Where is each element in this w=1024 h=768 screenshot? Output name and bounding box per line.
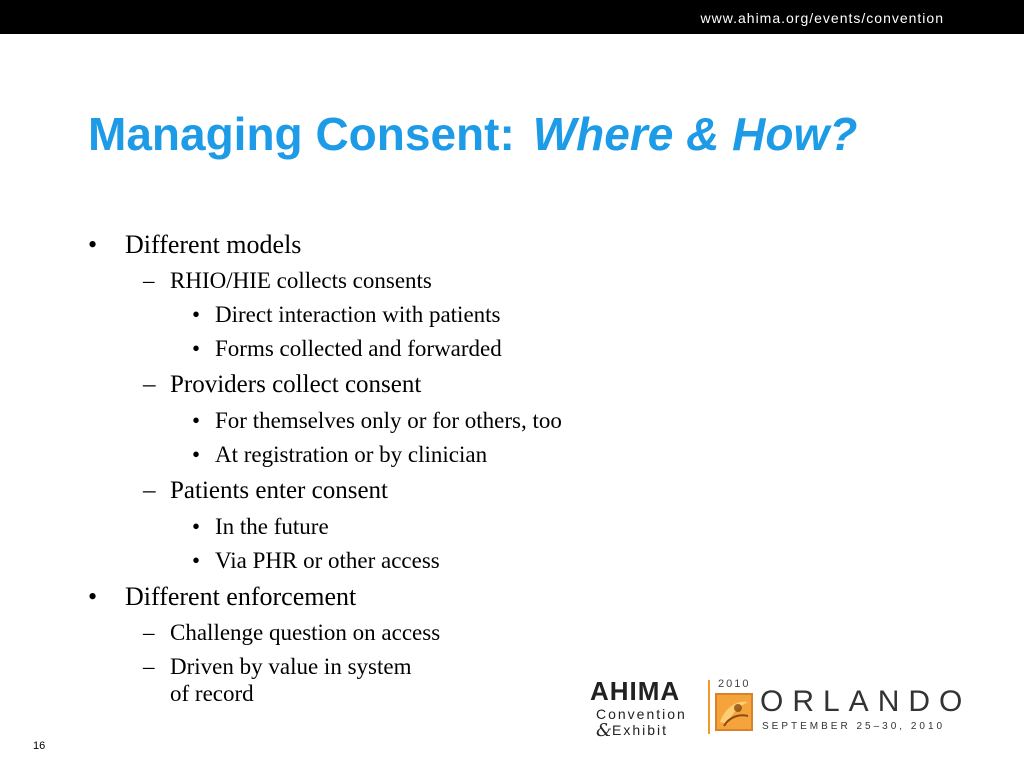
list-item-text: Via PHR or other access xyxy=(215,548,440,573)
list-item xyxy=(143,619,440,647)
dash-marker: – xyxy=(143,371,156,398)
list-item xyxy=(143,371,421,399)
logo-city: ORLANDO xyxy=(760,685,972,718)
dash-marker: – xyxy=(143,620,155,645)
list-item-text: Providers collect consent xyxy=(170,371,422,398)
bullet-marker: • xyxy=(88,582,98,611)
list-item-text: Direct interaction with patients xyxy=(215,302,501,327)
logo-convention-text: Convention xyxy=(596,706,687,722)
list-item-text: Driven by value in system xyxy=(170,654,412,679)
logo-exhibit-text: Exhibit xyxy=(612,722,669,738)
bullet-marker: • xyxy=(192,302,201,327)
dash-marker: – xyxy=(143,477,156,504)
bullet-marker: • xyxy=(192,336,201,361)
list-item-text: Forms collected and forwarded xyxy=(215,336,502,361)
title-italic: Where & How? xyxy=(532,108,858,160)
list-item xyxy=(192,301,501,329)
bullet-marker: • xyxy=(192,408,201,433)
list-item xyxy=(143,477,388,505)
bullet-marker: • xyxy=(88,230,98,259)
list-item-text: RHIO/HIE collects consents xyxy=(170,268,432,293)
list-item xyxy=(192,407,562,435)
slide-number: 16 xyxy=(33,740,46,752)
ahima-orlando-logo xyxy=(590,676,970,740)
list-item xyxy=(143,653,411,681)
list-item-text: Different enforcement xyxy=(125,582,357,611)
list-item-continuation xyxy=(170,680,254,708)
title-main: Managing Consent: xyxy=(88,108,515,160)
list-item-text: At registration or by clinician xyxy=(215,442,488,467)
orlando-sun-icon xyxy=(714,692,754,732)
list-item xyxy=(88,582,356,612)
list-item xyxy=(192,513,329,541)
top-url: www.ahima.org/events/convention xyxy=(700,10,944,26)
list-item-text: Different models xyxy=(125,230,302,259)
bullet-marker: • xyxy=(192,442,201,467)
list-item xyxy=(88,230,301,260)
dash-marker: – xyxy=(143,268,155,293)
logo-divider xyxy=(708,680,710,734)
logo-ampersand: & xyxy=(596,720,613,741)
list-item-text: In the future xyxy=(215,514,329,539)
logo-org-name: AHIMA xyxy=(590,676,681,706)
list-item xyxy=(192,547,440,575)
bullet-marker: • xyxy=(192,548,201,573)
list-item xyxy=(143,267,432,295)
logo-dates: SEPTEMBER 25–30, 2010 xyxy=(762,721,946,732)
list-item-text: For themselves only or for others, too xyxy=(215,408,562,433)
list-item xyxy=(192,335,502,363)
bullet-marker: • xyxy=(192,514,201,539)
list-item xyxy=(192,441,487,469)
list-item-text: Challenge question on access xyxy=(170,620,441,645)
list-item-text: Patients enter consent xyxy=(170,477,388,504)
dash-marker: – xyxy=(143,654,155,679)
logo-year: 2010 xyxy=(718,678,751,690)
list-item-text: of record xyxy=(170,681,254,706)
